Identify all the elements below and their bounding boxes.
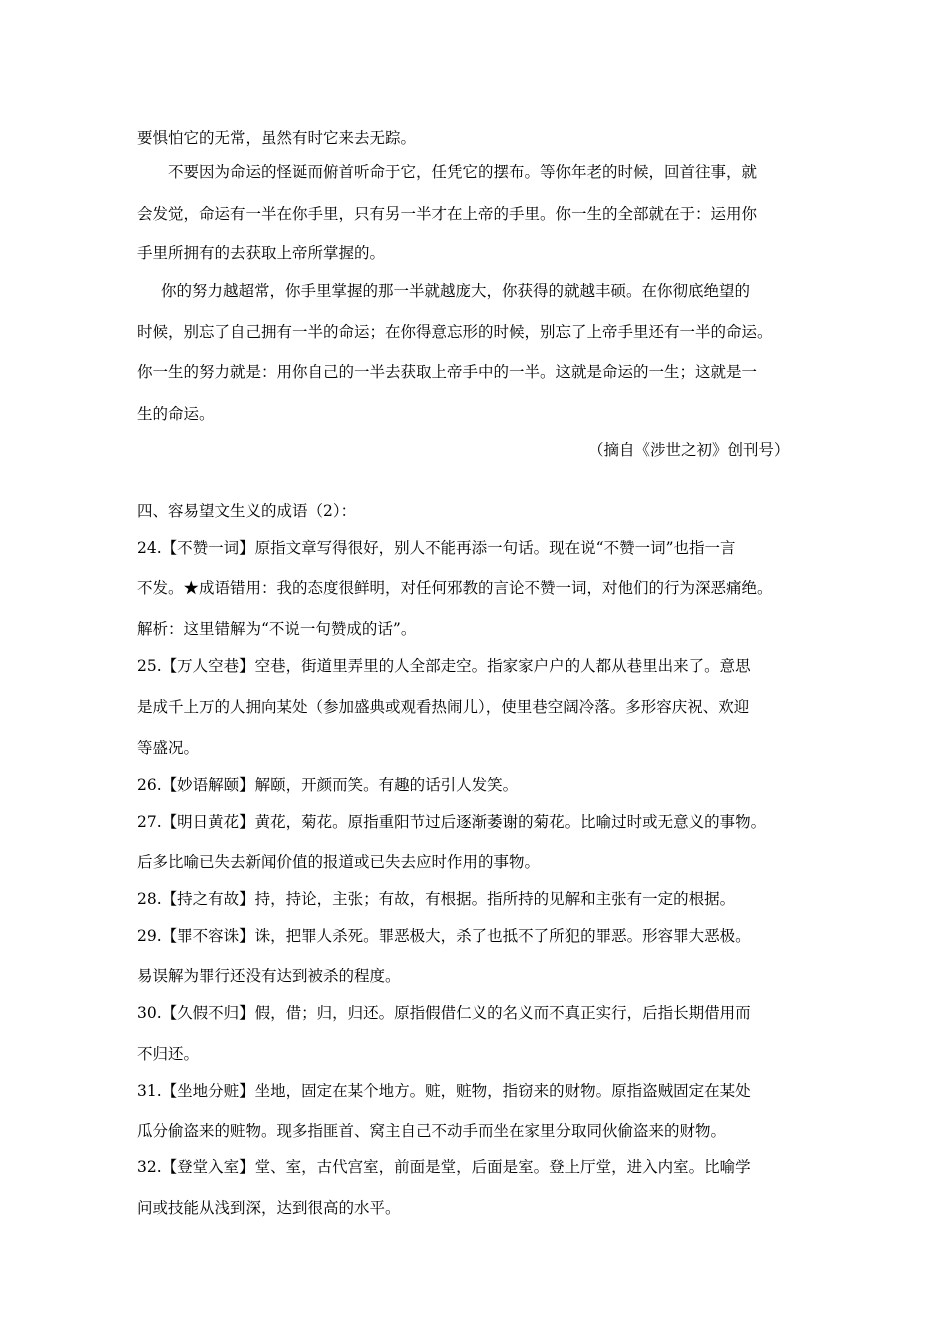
passage-line: 你的努力越超常，你手里掌握的那一半就越庞大，你获得的就越丰硕。在你彻底绝望的 — [161, 282, 751, 300]
passage-line: 手里所拥有的去获取上帝所掌握的。 — [137, 244, 386, 262]
idiom-line: 瓜分偷盗来的赃物。现多指匪首、窝主自己不动手而坐在家里分取同伙偷盗来的财物。 — [137, 1122, 727, 1140]
idiom-line: 28.【持之有故】持，持论，主张；有故，有根据。指所持的见解和主张有一定的根据。 — [137, 890, 736, 908]
idiom-line: 30.【久假不归】假，借；归，归还。原指假借仁义的名义而不真正实行，后指长期借用而 — [137, 1004, 751, 1022]
passage-line: 你一生的努力就是：用你自己的一半去获取上帝手中的一半。这就是命运的一生；这就是一 — [137, 363, 758, 381]
idiom-line: 是成千上万的人拥向某处（参加盛典或观看热闹儿），使里巷空阔冷落。多形容庆祝、欢迎 — [137, 698, 750, 716]
passage-source: （摘自《涉世之初》创刊号） — [588, 441, 790, 459]
idiom-line: 解析：这里错解为“不说一句赞成的话”。 — [137, 620, 417, 638]
passage-line: 不要因为命运的怪诞而俯首听命于它，任凭它的摆布。等你年老的时候，回首往事，就 — [168, 163, 758, 181]
idiom-line: 等盛况。 — [137, 739, 200, 757]
idiom-line: 31.【坐地分赃】坐地，固定在某个地方。赃，赃物，指窃来的财物。原指盗贼固定在某处 — [137, 1082, 751, 1100]
idiom-line: 不发。★成语错用：我的态度很鲜明，对任何邪教的言论不赞一词，对他们的行为深恶痛绝。 — [137, 579, 773, 597]
idiom-line: 27.【明日黄花】黄花，菊花。原指重阳节过后逐渐萎谢的菊花。比喻过时或无意义的事物。 — [137, 813, 767, 831]
passage-line: 要惧怕它的无常，虽然有时它来去无踪。 — [137, 129, 417, 147]
passage-line: 时候，别忘了自己拥有一半的命运；在你得意忘形的时候，别忘了上帝手里还有一半的命运。 — [137, 323, 773, 341]
passage-line: 生的命运。 — [137, 405, 215, 423]
idiom-line: 26.【妙语解颐】解颐，开颜而笑。有趣的话引人发笑。 — [137, 776, 519, 794]
passage-line: 会发觉，命运有一半在你手里，只有另一半才在上帝的手里。你一生的全部就在于：运用你 — [137, 205, 758, 223]
idiom-line: 后多比喻已失去新闻价值的报道或已失去应时作用的事物。 — [137, 853, 541, 871]
idiom-line: 易误解为罪行还没有达到被杀的程度。 — [137, 967, 401, 985]
section-heading: 四、容易望文生义的成语（2）： — [137, 502, 357, 520]
idiom-line: 问或技能从浅到深，达到很高的水平。 — [137, 1199, 401, 1217]
idiom-line: 24.【不赞一词】原指文章写得很好，别人不能再添一句话。现在说“不赞一词”也指一言 — [137, 539, 736, 557]
idiom-line: 25.【万人空巷】空巷，街道里弄里的人全部走空。指家家户户的人都从巷里出来了。意思 — [137, 657, 751, 675]
idiom-line: 29.【罪不容诛】诛，把罪人杀死。罪恶极大，杀了也抵不了所犯的罪恶。形容罪大恶极。 — [137, 927, 751, 945]
idiom-line: 不归还。 — [137, 1045, 200, 1063]
idiom-line: 32.【登堂入室】堂、室，古代宫室，前面是堂，后面是室。登上厅堂，进入内室。比喻学 — [137, 1158, 751, 1176]
